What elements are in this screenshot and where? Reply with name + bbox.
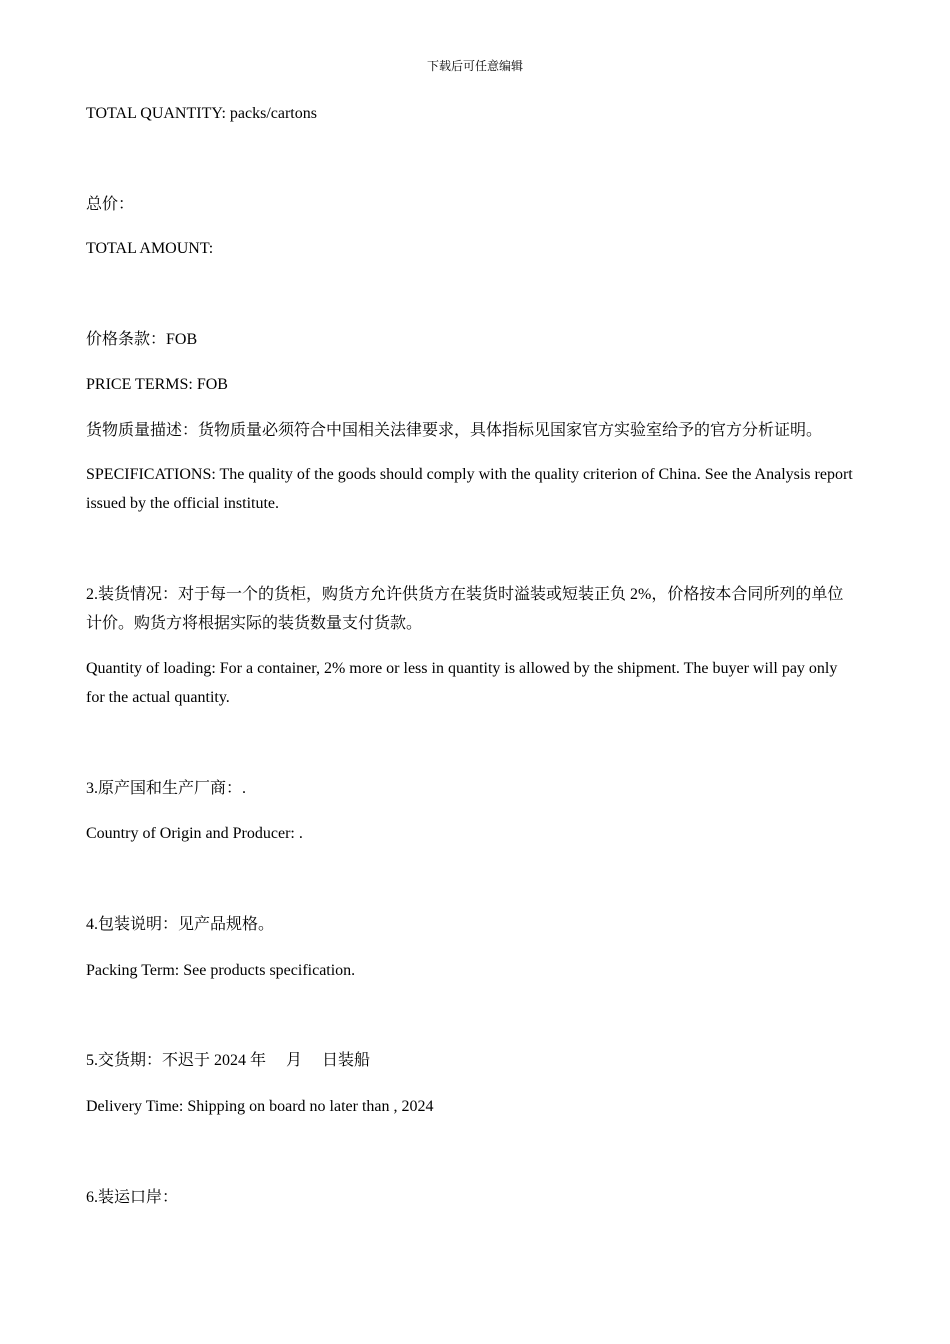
- total-amount-en: TOTAL AMOUNT:: [86, 240, 214, 257]
- loading-clause-cn: 2.装货情况：对于每一个的货柜，购货方允许供货方在装货时溢装或短装正负 2%，价格按本合同所列的单位计价。购货方将根据实际的装货数量支付货款。: [86, 586, 844, 632]
- page-header: 下载后可任意编辑: [426, 59, 523, 73]
- packing-term-en: Packing Term: See products specification.: [86, 962, 356, 979]
- price-terms-en: PRICE TERMS: FOB: [86, 376, 228, 393]
- delivery-time-en: Delivery Time: Shipping on board no later than , 2024: [86, 1098, 434, 1115]
- specifications-en: SPECIFICATIONS: The quality of the goods should comply with the quality criterion of China. See the Analysis report issued by the official institute.: [86, 466, 853, 512]
- packing-term-cn: 4.包装说明：见产品规格。: [86, 916, 275, 933]
- loading-clause-en: Quantity of loading: For a container, 2% more or less in quantity is allowed by the shipment. The buyer will pay only for the actual quantity.: [86, 660, 838, 706]
- total-amount-cn: 总价：: [86, 196, 135, 213]
- delivery-time-cn: 5.交货期：不迟于 2024 年 月 日装船: [86, 1052, 371, 1069]
- port-of-loading-cn: 6.装运口岸：: [86, 1189, 179, 1206]
- origin-producer-en: Country of Origin and Producer: .: [86, 825, 303, 842]
- origin-producer-cn: 3.原产国和生产厂商：.: [86, 780, 247, 797]
- total-quantity-en: TOTAL QUANTITY: packs/cartons: [86, 105, 317, 122]
- price-terms-cn: 价格条款：FOB: [86, 331, 198, 348]
- specifications-cn: 货物质量描述：货物质量必须符合中国相关法律要求，具体指标见国家官方实验室给予的官方分析证明。: [86, 422, 823, 439]
